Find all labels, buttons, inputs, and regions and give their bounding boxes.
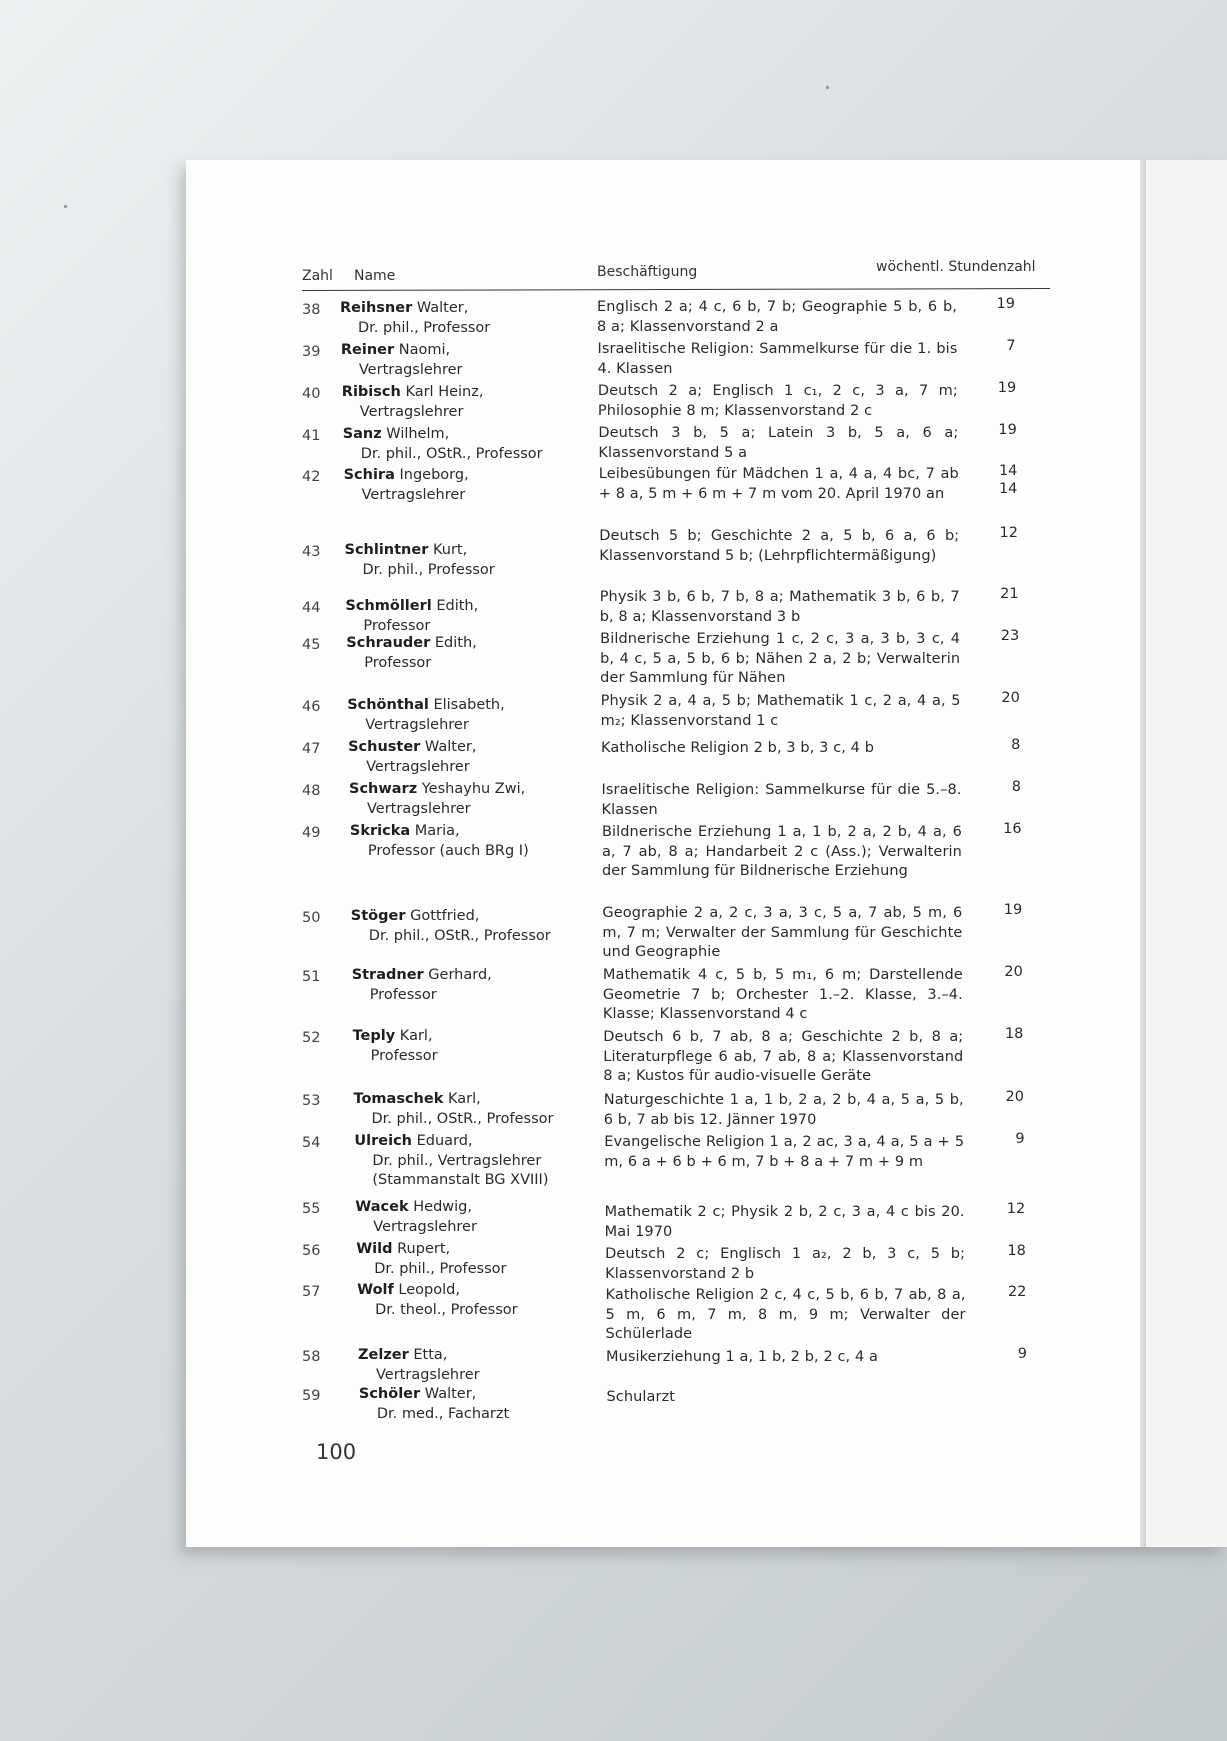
entry-title: Vertragslehrer <box>358 361 463 378</box>
entry-work: Physik 3 b, 6 b, 7 b, 8 a; Mathematik 3 b, 6 b, 7 b, 8 a; Klassenvorstand 3 b <box>599 589 960 625</box>
entry-work: Deutsch 6 b, 7 ab, 8 a; Geschichte 2 b, 8 a; Literaturpflege 6 ab, 7 ab, 8 a; Klassenvorstand 8 a; Kustos für audio-visuelle Geräte <box>603 1029 964 1084</box>
entry-given-name: Walter, <box>420 739 477 755</box>
entry-surname: Wild <box>356 1241 393 1257</box>
entry-name-block <box>354 1132 594 1191</box>
entry-number: 45 <box>302 637 321 653</box>
entry-name-block <box>351 907 591 946</box>
entry-hours: 20 <box>1001 690 1020 706</box>
entry-surname: Reiner <box>340 342 395 358</box>
entry-name-block <box>356 1240 596 1279</box>
entry-number: 48 <box>302 783 321 799</box>
entry-surname: Schira <box>343 467 395 483</box>
entry-hours: 20 <box>1005 1089 1024 1105</box>
entry-work: Deutsch 5 b; Geschichte 2 a, 5 b, 6 a, 6 b; Klassenvorstand 5 b; (Lehrpflichtermäßigung) <box>599 528 960 564</box>
entry-surname: Schöler <box>358 1386 421 1402</box>
entry-hours: 22 <box>1007 1284 1027 1300</box>
entry-work: Naturgeschichte 1 a, 1 b, 2 a, 2 b, 4 a, 5 a, 5 b, 6 b, 7 ab bis 12. Jänner 1970 <box>603 1092 964 1128</box>
entry-title: Professor <box>369 986 437 1003</box>
entry-title: Vertragslehrer <box>359 403 464 420</box>
entry-title: Dr. phil., OStR., Professor <box>360 445 543 462</box>
entry-hours: 19 <box>997 380 1017 396</box>
entry-work: Deutsch 3 b, 5 a; Latein 3 b, 5 a, 6 a; Klassenvorstand 5 a <box>598 425 959 461</box>
entry-surname: Wolf <box>357 1282 394 1298</box>
entry-number: 53 <box>302 1093 321 1109</box>
entry-name-block <box>348 738 588 777</box>
entry-given-name: Gerhard, <box>423 967 492 983</box>
entry-surname: Schrauder <box>346 635 431 651</box>
entry-name-block <box>341 341 581 380</box>
entry-surname: Schmöllerl <box>345 598 432 614</box>
entry-hours: 8 <box>1011 779 1021 795</box>
entry-name-block <box>345 597 585 636</box>
entry-given-name: Gottfried, <box>405 908 480 924</box>
entry-title: Vertragslehrer <box>367 800 471 817</box>
entry-surname: Reihsner <box>340 300 413 316</box>
entry-surname: Skricka <box>349 823 411 839</box>
entry-number: 55 <box>302 1201 321 1217</box>
entry-given-name: Hedwig, <box>408 1199 472 1215</box>
entry-hours: 18 <box>1007 1243 1026 1259</box>
entry-work: Englisch 2 a; 4 c, 6 b, 7 b; Geographie 5 b, 6 b, 8 a; Klassenvorstand 2 a <box>597 299 957 335</box>
entry-surname: Schuster <box>348 739 421 755</box>
entry-work: Mathematik 4 c, 5 b, 5 m₁, 6 m; Darstellende Geometrie 7 b; Orchester 1.–2. Klasse, 3.–4. Klasse; Klassenvorstand 4 c <box>602 967 963 1022</box>
entry-number: 43 <box>302 544 321 560</box>
entry-hours: 19 <box>998 422 1017 438</box>
entry-surname: Sanz <box>342 426 382 442</box>
entry-given-name: Wilhelm, <box>381 426 450 442</box>
entry-given-name: Kurt, <box>428 542 468 558</box>
entry-hours: 12 <box>999 525 1018 541</box>
page-number: 100 <box>316 1440 357 1464</box>
entry-number: 58 <box>302 1349 321 1365</box>
entry-title: Dr. phil., Professor <box>374 1260 507 1277</box>
entry-title-extra: (Stammanstalt BG XVIII) <box>372 1172 549 1188</box>
entry-given-name: Rupert, <box>392 1241 451 1257</box>
entry-hours: 12 <box>1006 1201 1026 1217</box>
entry-surname: Schönthal <box>347 697 429 713</box>
entry-given-name: Leopold, <box>393 1282 460 1298</box>
entry-work: Schularzt <box>606 1389 676 1405</box>
entry-name-block <box>345 541 585 580</box>
next-page-edge <box>1146 160 1227 1547</box>
entry-number: 59 <box>302 1388 321 1404</box>
entry-given-name: Karl, <box>443 1091 481 1107</box>
entry-surname: Tomaschek <box>353 1091 444 1107</box>
entry-surname: Ulreich <box>354 1133 413 1149</box>
entry-given-name: Eduard, <box>412 1133 473 1149</box>
entry-work: Physik 2 a, 4 a, 5 b; Mathematik 1 c, 2 a, 4 a, 5 m₂; Klassenvorstand 1 c <box>600 693 961 729</box>
entry-surname: Schwarz <box>349 781 418 797</box>
column-header-number: Zahl <box>302 268 333 284</box>
entry-work: Israelitische Religion: Sammelkurse für die 1. bis 4. Klassen <box>597 341 958 377</box>
column-header-name: Name <box>354 268 396 284</box>
entry-hours: 14 <box>998 463 1018 479</box>
entry-title: Dr. phil., Vertragslehrer <box>372 1152 542 1169</box>
entry-work: Katholische Religion 2 c, 4 c, 5 b, 6 b, 7 ab, 8 a, 5 m, 6 m, 7 m, 8 m, 9 m; Verwalter der Schülerlade <box>605 1287 966 1342</box>
entry-given-name: Edith, <box>430 635 477 651</box>
entry-title: Dr. theol., Professor <box>375 1301 518 1318</box>
entry-name-block <box>357 1281 597 1320</box>
entry-work: Deutsch 2 c; Englisch 1 a₂, 2 b, 3 c, 5 b; Klassenvorstand 2 b <box>605 1246 966 1282</box>
entry-number: 38 <box>302 302 321 318</box>
entry-hours: 20 <box>1004 964 1023 980</box>
entry-given-name: Karl, <box>395 1028 433 1044</box>
entry-title: Vertragslehrer <box>366 758 470 775</box>
entry-given-name: Etta, <box>408 1347 448 1363</box>
entry-hours: 21 <box>1000 586 1019 602</box>
entry-number: 41 <box>302 428 321 444</box>
entry-given-name: Walter, <box>412 300 469 316</box>
entry-name-block <box>358 1346 598 1385</box>
entry-hours: 9 <box>1015 1131 1025 1147</box>
entry-name-block <box>354 1090 594 1129</box>
entry-given-name: Elisabeth, <box>428 697 505 713</box>
entry-number: 52 <box>302 1030 321 1046</box>
entry-surname: Zelzer <box>358 1347 409 1363</box>
entry-number: 39 <box>302 344 321 360</box>
entry-name-block <box>346 634 586 673</box>
entry-title: Professor (auch BRg I) <box>367 842 529 859</box>
entry-work: Israelitische Religion: Sammelkurse für die 5.–8. Klassen <box>601 782 962 818</box>
entry-number: 40 <box>302 386 321 402</box>
entry-surname: Ribisch <box>341 384 401 400</box>
entry-work: Musikerziehung 1 a, 1 b, 2 b, 2 c, 4 a <box>606 1349 878 1365</box>
entry-title: Professor <box>363 617 431 634</box>
entry-title: Professor <box>364 654 432 671</box>
entry-hours: 19 <box>1003 902 1023 918</box>
entry-hours: 18 <box>1004 1026 1024 1042</box>
entry-hours: 9 <box>1017 1346 1027 1362</box>
entry-number: 42 <box>302 469 321 485</box>
entry-name-block <box>344 466 584 505</box>
entry-number: 50 <box>302 910 321 926</box>
entry-work: Geographie 2 a, 2 c, 3 a, 3 c, 5 a, 7 ab, 5 m, 6 m, 7 m; Verwalter der Sammlung für Geschichte und Geographie <box>602 905 963 960</box>
entry-title: Dr. phil., OStR., Professor <box>368 927 551 944</box>
entry-work: Bildnerische Erziehung 1 a, 1 b, 2 a, 2 b, 4 a, 6 a, 7 ab, 8 a; Handarbeit 2 c (Ass.); Verwalterin der Sammlung für Bildnerische Erziehung <box>601 824 962 879</box>
entry-number: 57 <box>302 1284 321 1300</box>
entry-work: Katholische Religion 2 b, 3 b, 3 c, 4 b <box>601 740 875 756</box>
entry-given-name: Yeshayhu Zwi, <box>417 781 526 797</box>
entry-number: 51 <box>302 969 321 985</box>
entry-hours: 16 <box>1003 821 1022 837</box>
entry-work: Bildnerische Erziehung 1 c, 2 c, 3 a, 3 b, 3 c, 4 b, 4 c, 5 a, 5 b, 6 b; Nähen 2 a, 2 b; Verwalterin der Sammlung für Nähen <box>600 631 961 686</box>
entry-hours: 8 <box>1011 737 1021 753</box>
entry-given-name: Karl Heinz, <box>400 384 484 400</box>
dust-speck <box>64 205 67 208</box>
entry-surname: Wacek <box>355 1199 409 1215</box>
entry-hours: 19 <box>996 296 1015 312</box>
entry-surname: Teply <box>352 1028 396 1044</box>
entry-title: Vertragslehrer <box>365 716 469 733</box>
entry-title: Professor <box>370 1047 438 1064</box>
entry-given-name: Maria, <box>410 823 460 839</box>
entry-given-name: Ingeborg, <box>394 467 469 483</box>
entry-name-block <box>350 822 590 861</box>
entry-name-block <box>352 966 592 1005</box>
entry-hours: 7 <box>1006 338 1016 354</box>
entry-name-block <box>340 299 580 338</box>
entry-title: Vertragslehrer <box>373 1218 477 1235</box>
entry-hours: 23 <box>1000 628 1020 644</box>
entry-number: 46 <box>302 699 321 715</box>
entry-title: Dr. phil., OStR., Professor <box>371 1110 554 1127</box>
entry-title: Dr. med., Facharzt <box>376 1405 510 1422</box>
entry-name-block <box>353 1027 593 1066</box>
entry-name-block <box>343 425 583 464</box>
entry-work: Evangelische Religion 1 a, 2 ac, 3 a, 4 a, 5 a + 5 m, 6 a + 6 b + 6 m, 7 b + 8 a + 7 m + 9 m <box>604 1134 965 1170</box>
entry-work: Deutsch 2 a; Englisch 1 c₁, 2 c, 3 a, 7 m; Philosophie 8 m; Klassenvorstand 2 c <box>597 383 958 419</box>
entry-number: 56 <box>302 1243 321 1259</box>
entry-surname: Stradner <box>351 967 424 983</box>
entry-name-block <box>342 383 582 422</box>
entry-work: Leibesübungen für Mädchen 1 a, 4 a, 4 bc, 7 ab + 8 a, 5 m + 6 m + 7 m vom 20. April 1970 an <box>598 466 959 502</box>
column-header-work: Beschäftigung <box>597 264 698 280</box>
entry-name-block <box>359 1385 599 1424</box>
entry-title: Vertragslehrer <box>376 1366 480 1383</box>
entry-name-block <box>347 696 587 735</box>
entry-work: Mathematik 2 c; Physik 2 b, 2 c, 3 a, 4 c bis 20. Mai 1970 <box>604 1204 965 1240</box>
entry-number: 54 <box>302 1135 321 1151</box>
dust-speck <box>826 86 829 89</box>
entry-number: 47 <box>302 741 321 757</box>
entry-number: 44 <box>302 600 321 616</box>
entry-given-name: Naomi, <box>394 342 451 358</box>
entry-given-name: Edith, <box>431 598 479 614</box>
entry-title: Dr. phil., Professor <box>362 561 495 578</box>
entry-surname: Schlintner <box>344 542 429 558</box>
column-header-hours: wöchentl. Stundenzahl <box>876 259 1036 275</box>
entry-given-name: Walter, <box>420 1386 477 1402</box>
entry-surname: Stöger <box>350 908 406 924</box>
entry-name-block <box>355 1198 595 1237</box>
entry-number: 49 <box>302 825 321 841</box>
entry-title: Vertragslehrer <box>361 486 466 503</box>
entry-name-block <box>349 780 589 819</box>
entry-title: Dr. phil., Professor <box>358 319 491 336</box>
entry-hours-secondary: 14 <box>998 481 1018 497</box>
